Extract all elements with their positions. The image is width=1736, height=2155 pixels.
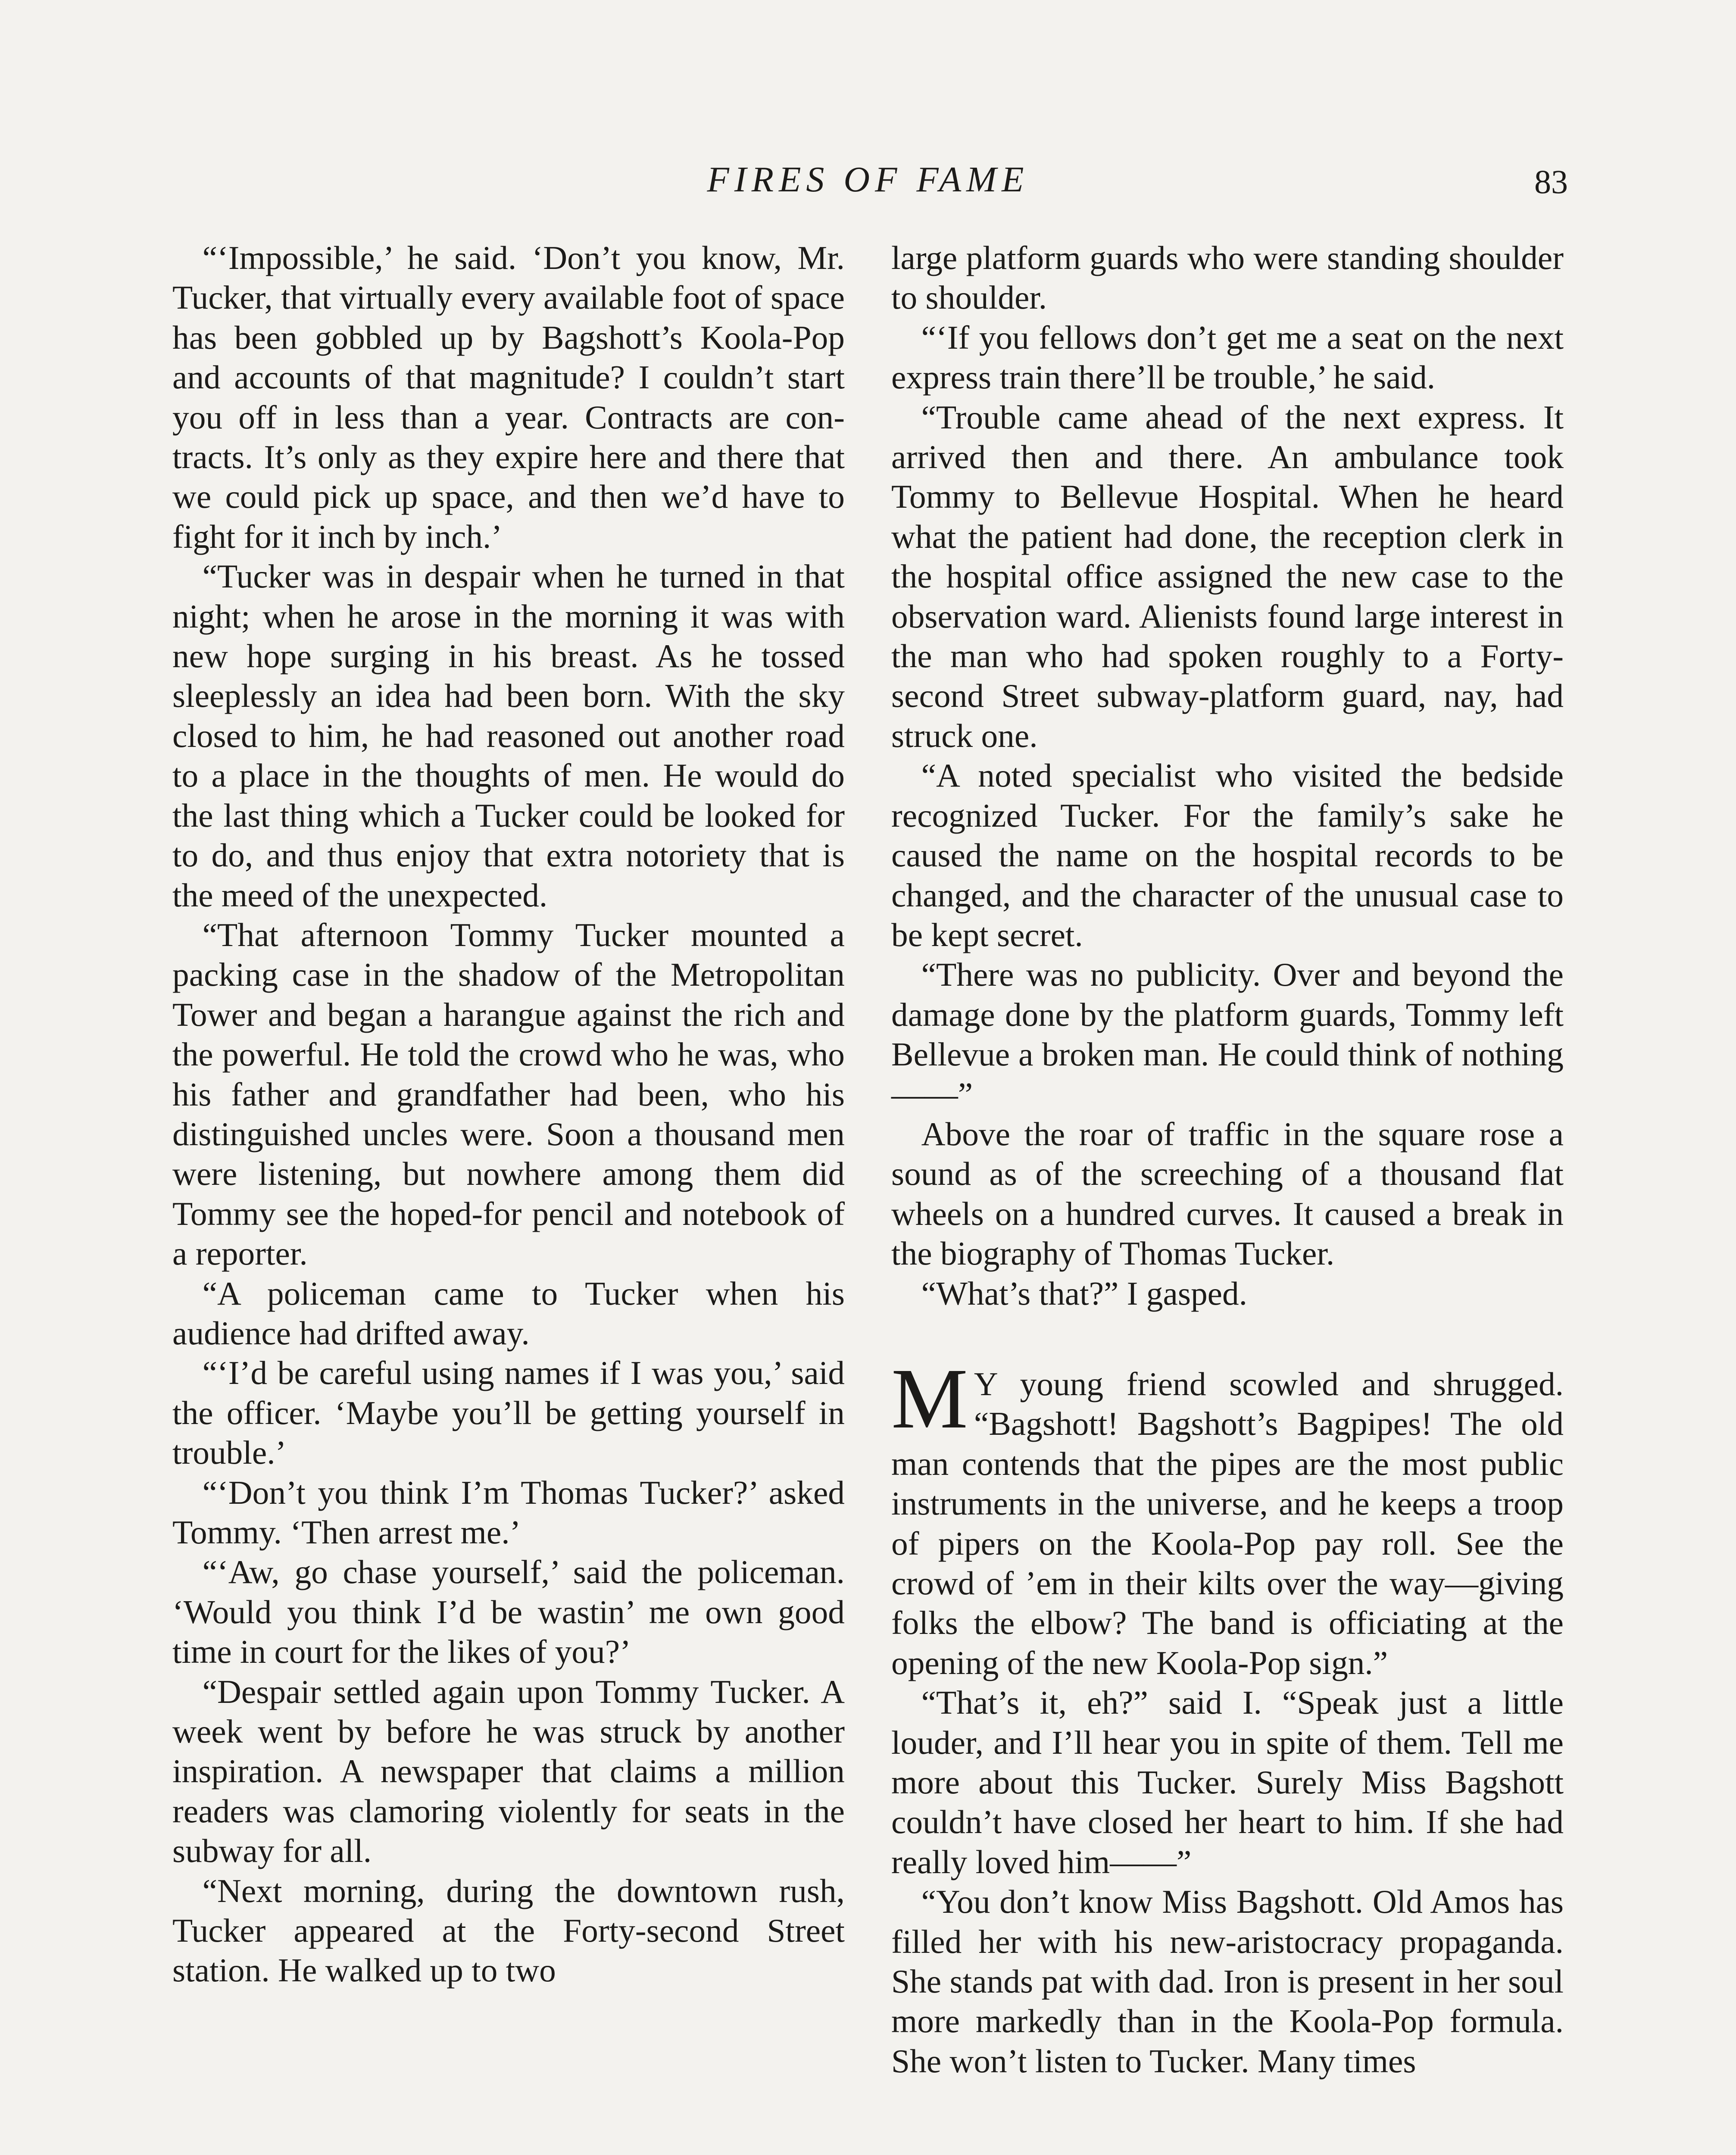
left-column [172, 238, 845, 1990]
section-break [891, 1313, 1564, 1364]
paragraph: “There was no publicity. Over and beyond the damage done by the platform guards, Tommy left Bellevue a broken man. He could think of nothing——” [891, 956, 1564, 1113]
paragraph: Above the roar of traffic in the square rose a sound as of the screeching of a thousand flat wheels on a hundred curves. It caused a break in the biography of Thomas Tucker. [891, 1115, 1564, 1272]
paragraph: “A noted specialist who visited the bedside recognized Tucker. For the family’s sake he caused the name on the hospital records to be changed, and the character of the unusual case to be kept secret. [891, 757, 1564, 953]
paragraph: “Next morning, during the downtown rush, Tucker appeared at the Forty-second Street station. He walked up to two [172, 1872, 845, 1989]
paragraph: “‘Don’t you think I’m Thomas Tucker?’ asked Tommy. ‘Then arrest me.’ [172, 1474, 845, 1551]
paragraph: “‘Impossible,’ he said. ‘Don’t you know, Mr. Tucker, that virtually every available foot of space has been gobbled up by Bagshott’s Koola-Pop and accounts of that magnitude? I couldn’t start you off in less than a year. Contracts are contracts. It’s only as they expire here and there that we could pick up space, and then we’d have to fight for it inch by inch.’ [172, 239, 845, 555]
paragraph: “What’s that?” I gasped. [921, 1274, 1248, 1312]
paragraph: “That’s it, eh?” said I. “Speak just a little louder, and I’ll hear you in spite of them. Tell me more about this Tucker. Surely Miss Bagshott couldn’t have closed her heart to him. If she had really loved him——” [891, 1684, 1564, 1880]
right-column [891, 238, 1564, 2081]
drop-cap: M [891, 1351, 968, 1446]
running-head-title: FIRES OF FAME [707, 159, 1029, 200]
section-opening-paragraph [891, 1351, 1564, 1683]
paragraph: “‘Aw, go chase yourself,’ said the policeman. ‘Would you think I’d be wastin’ me own good time in court for the likes of you?’ [172, 1553, 845, 1671]
paragraph: “Despair settled again upon Tommy Tucker. A week went by before he was struck by another inspiration. A newspaper that claims a million readers was clamoring violently for seats in the subway for all. [172, 1673, 845, 1870]
paragraph: “Tucker was in despair when he turned in that night; when he arose in the morning it was with new hope surging in his breast. As he tossed sleeplessly an idea had been born. With the sky closed to him, he had reasoned out another road to a place in the thoughts of men. He would do the last thing which a Tucker could be looked for to do, and thus enjoy that extra notoriety that is the meed of the unexpected. [172, 558, 845, 914]
paragraph: “Trouble came ahead of the next express. It arrived then and there. An ambulance took Tommy to Bellevue Hospital. When he heard what the patient had done, the reception clerk in the hospital office assigned the new case to the observation ward. Alienists found large interest in the man who had spoken roughly to a Forty-second Street subway-platform guard, nay, had struck one. [891, 398, 1564, 754]
page-number: 83 [1534, 163, 1568, 200]
paragraph-continued: large platform guards who were standing shoulder to shoulder. [891, 239, 1564, 316]
paragraph: “That afternoon Tommy Tucker mounted a packing case in the shadow of the Metropolitan Tower and began a harangue against the rich and the powerful. He told the crowd who he was, who his father and grandfather had been, who his distinguished uncles were. Soon a thousand men were listening, but nowhere among them did Tommy see the hoped-for pencil and notebook of a reporter. [172, 916, 845, 1272]
paragraph: “‘If you fellows don’t get me a seat on the next express train there’ll be trouble,’ he said. [891, 319, 1564, 396]
paragraph: “A policeman came to Tucker when his audience had drifted away. [172, 1274, 845, 1352]
opening-text: Y young friend scowled and shrugged. “Bagshott! Bagshott’s Bagpipes! The old man contends that the pipes are the most public instruments in the universe, and he keeps a troop of pipers on the Koola-Pop pay roll. See the crowd of ’em in their kilts over the way—giving folks the elbow? The band is officiating at the opening of the new Koola-Pop sign.” [891, 1365, 1564, 1681]
paragraph: “You don’t know Miss Bagshott. Old Amos has filled her with his new-aristocracy propaganda. She stands pat with dad. Iron is present in her soul more markedly than in the Koola-Pop formula. She won’t listen to Tucker. Many times [891, 1883, 1564, 2080]
paragraph: “‘I’d be careful using names if I was you,’ said the officer. ‘Maybe you’ll be getting yourself in trouble.’ [172, 1354, 845, 1471]
